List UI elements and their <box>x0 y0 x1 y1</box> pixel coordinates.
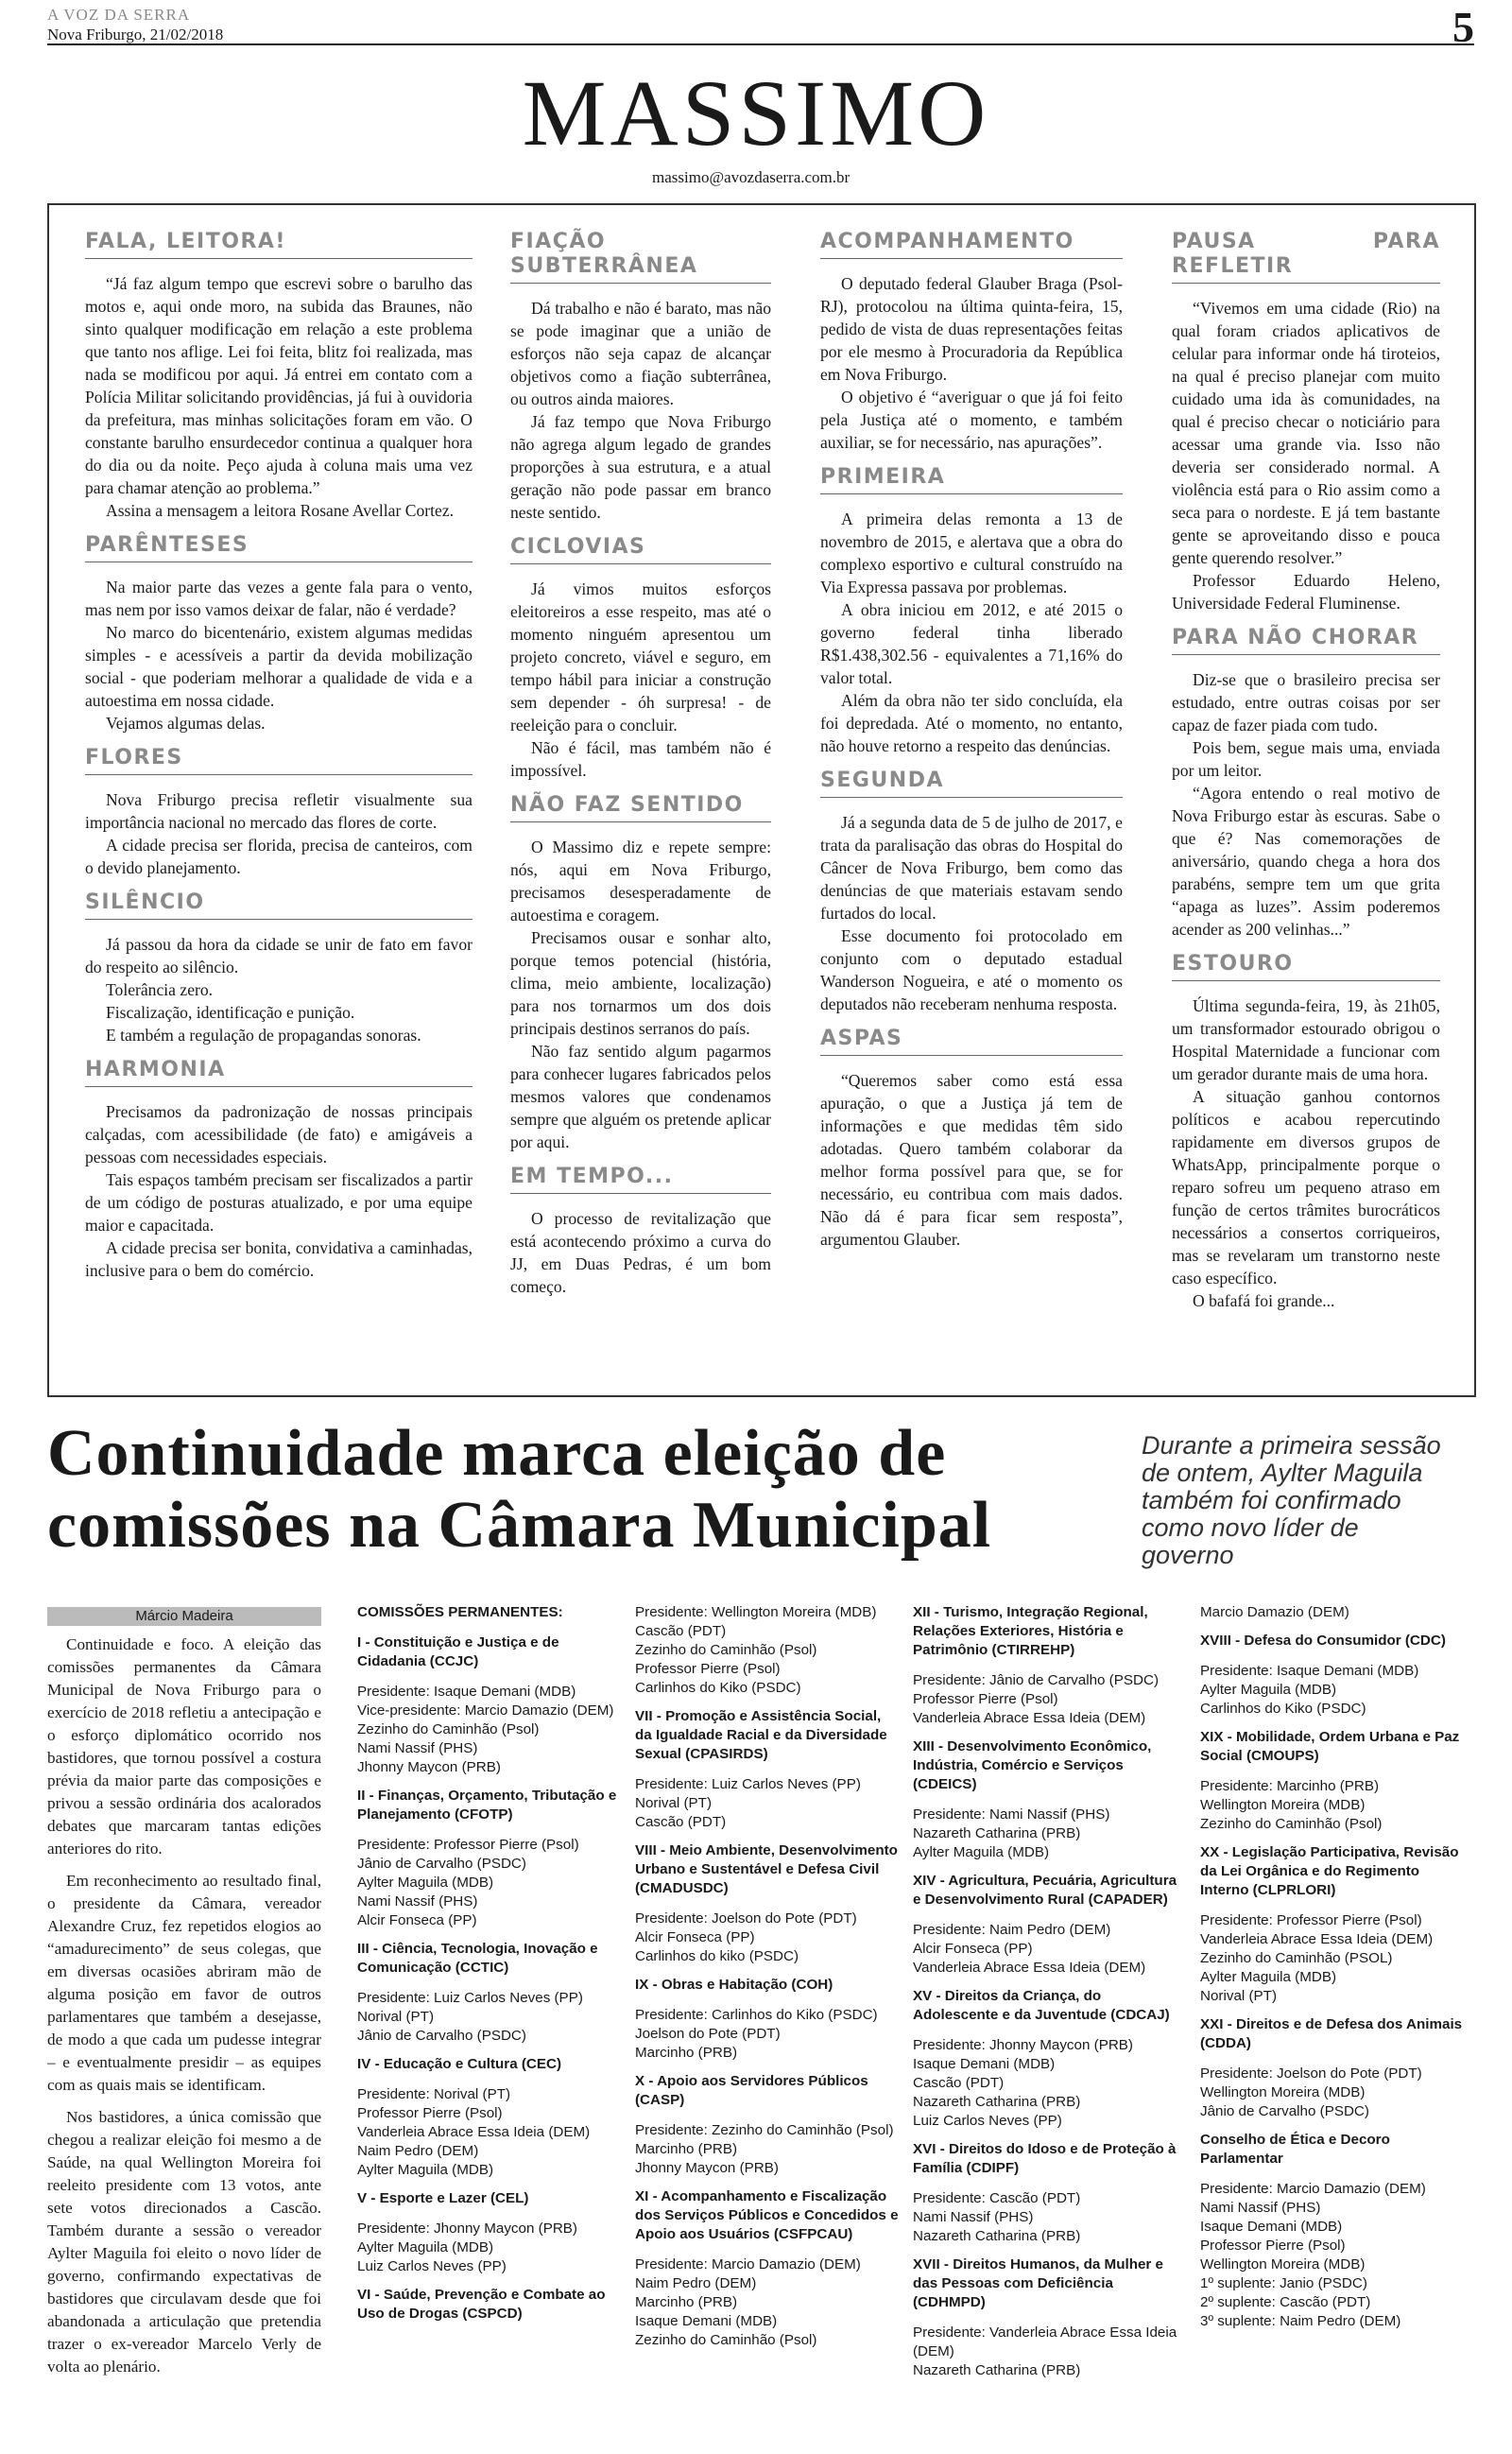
committee-member: Joelson do Pote (PDT) <box>635 2026 781 2042</box>
committee-name: Conselho de Ética e Decoro Parlamentar <box>1200 2132 1390 2167</box>
section-heading: PARA NÃO CHORAR <box>1172 626 1440 655</box>
section-heading: NÃO FAZ SENTIDO <box>510 793 771 822</box>
committee-member: Presidente: Wellington Moreira (MDB) <box>635 1604 877 1620</box>
committee-name: V - Esporte e Lazer (CEL) <box>357 2190 529 2206</box>
section-paragraph: A cidade precisa ser florida, precisa de canteiros, com o devido planejamento. <box>85 836 472 877</box>
committee-name: X - Apoio aos Servidores Públicos (CASP) <box>635 2073 868 2108</box>
committee-member: Zezinho do Caminhão (PSOL) <box>1200 1950 1393 1966</box>
article-paragraph: Continuidade e foco. A eleição das comissões permanentes da Câmara Municipal de Nova Friburgo para o exercício de 2018 refletiu a antecipação e o esforço diplomático ocorrido nos bastidores, que tornou possível a costura prévia da maior parte das composições e privou a sessão ordinária dos acalorados debates que marcaram tantas edições anteriores do rito. <box>47 1635 321 1858</box>
committee-member: Nazareth Catharina (PRB) <box>913 1825 1081 1841</box>
committee-member: Vanderleia Abrace Essa Ideia (DEM) <box>1200 1931 1434 1947</box>
section-paragraph: E também a regulação de propagandas sonoras. <box>106 1026 421 1045</box>
column-2 <box>510 230 771 1298</box>
column-email[interactable]: massimo@avozdaserra.com.br <box>652 168 850 186</box>
section-heading: FIAÇÃO SUBTERRÂNEA <box>510 230 771 284</box>
section-paragraph: O Massimo diz e repete sempre: nós, aqui em Nova Friburgo, precisamos desesperadamente de autoestima e coragem. <box>510 838 771 925</box>
committee-member: Presidente: Naim Pedro (DEM) <box>913 1922 1111 1938</box>
committee-member: Vice-presidente: Marcio Damazio (DEM) <box>357 1702 614 1719</box>
section-paragraph: A cidade precisa ser bonita, convidativa a caminhadas, inclusive para o bem do comércio. <box>85 1238 472 1280</box>
committee-name: XXI - Direitos e de Defesa dos Animais (CDDA) <box>1200 2016 1463 2051</box>
committee-member: Zezinho do Caminhão (Psol) <box>357 1721 540 1737</box>
committees-list-3 <box>913 1603 1182 2380</box>
section-paragraph: Última segunda-feira, 19, às 21h05, um transformador estourado obrigou o Hospital Maternidade a funcionar com um gerador durante mais de uma hora. <box>1172 996 1440 1083</box>
section-paragraph: O objetivo é “averiguar o que já foi feito pela Justiça até o momento, e também auxiliar, se for necessário, nas apurações”. <box>820 388 1123 452</box>
committee-member: Presidente: Joelson do Pote (PDT) <box>635 1910 857 1927</box>
section-paragraph: Fiscalização, identificação e punição. <box>106 1003 355 1022</box>
committee-name: XVII - Direitos Humanos, da Mulher e das Pessoas com Deficiência (CDHMPD) <box>913 2256 1163 2310</box>
section-paragraph: “Queremos saber como está essa apuração, o que a Justiça já tem de informações e que medidas têm sido adotadas. Quero também colaborar da melhor forma possível para que, se for necessário, eu contribua com mais dados. Não dá é para ficar sem resposta”, argumentou Glauber. <box>820 1071 1123 1249</box>
section-paragraph: “Vivemos em uma cidade (Rio) na qual foram criados aplicativos de celular para informar onde há tiroteios, na qual é preciso planejar com muito cuidado uma ida às comunidades, na qual é preciso checar o noticiário para acessar uma grande via. Isso não deveria ser considerado normal. A violência está para o Rio assim como a seca para o nordeste. E já tem bastante gente se aproveitando disso e pouca gente querendo resolver.” <box>1172 299 1440 567</box>
committee-name: XV - Direitos da Criança, do Adolescente e da Juventude (CDCAJ) <box>913 1988 1170 2023</box>
committee-member: Presidente: Luiz Carlos Neves (PP) <box>357 1990 583 2006</box>
committee-member: Marcinho (PRB) <box>635 2045 738 2061</box>
committee-member: 1º suplente: Janio (PSDC) <box>1200 2275 1367 2291</box>
committee-member: Jhonny Maycon (PRB) <box>357 1759 501 1775</box>
column-4 <box>1172 230 1440 1312</box>
committee-member: Aylter Maguila (MDB) <box>357 2162 494 2178</box>
committee-name: XI - Acompanhamento e Fiscalização dos Serviços Públicos e Concedidos e Apoio aos Usuários (CSFPCAU) <box>635 2188 899 2242</box>
committee-member: Zezinho do Caminhão (Psol) <box>635 2332 817 2348</box>
committee-name: VI - Saúde, Prevenção e Combate ao Uso de Drogas (CSPCD) <box>357 2287 606 2322</box>
section-paragraph: Pois bem, segue mais uma, enviada por um leitor. <box>1172 738 1440 780</box>
committee-member: Vanderleia Abrace Essa Ideia (DEM) <box>357 2124 591 2140</box>
committee-member: Professor Pierre (Psol) <box>1200 2238 1346 2254</box>
committee-member: Aylter Maguila (MDB) <box>357 1875 494 1891</box>
section-paragraph: Já a segunda data de 5 de julho de 2017, e trata da paralisação das obras do Hospital do Câncer de Nova Friburgo, bem como das denúncias de que materiais estavam sendo furtados do local. <box>820 813 1123 923</box>
committee-member: Luiz Carlos Neves (PP) <box>913 2113 1062 2129</box>
committee-name: III - Ciência, Tecnologia, Inovação e Comunicação (CCTIC) <box>357 1941 598 1976</box>
committee-member: Presidente: Jhonny Maycon (PRB) <box>357 2221 577 2237</box>
committee-member: Professor Pierre (Psol) <box>357 2105 503 2121</box>
committee-member: Professor Pierre (Psol) <box>635 1661 781 1677</box>
committee-member: Cascão (PDT) <box>913 2075 1005 2091</box>
section-paragraph: Já vimos muitos esforços eleitoreiros a esse respeito, mas até o momento ninguém apresentou um projeto concreto, viável e seguro, em tempo hábil para iniciar a construção sem depender - óh surpresa! - de reeleição para o concluir. <box>510 579 771 734</box>
committee-name: COMISSÕES PERMANENTES: <box>357 1604 563 1620</box>
committee-member: Presidente: Marcio Damazio (DEM) <box>635 2256 861 2273</box>
section-heading: SEGUNDA <box>820 769 1123 798</box>
committee-name: XVI - Direitos do Idoso e de Proteção à Família (CDIPF) <box>913 2141 1177 2176</box>
section-paragraph: O processo de revitalização que está acontecendo próximo a curva do JJ, em Duas Pedras, é um bom começo. <box>510 1209 771 1296</box>
committee-member: Presidente: Professor Pierre (Psol) <box>1200 1912 1422 1928</box>
committee-member: Cascão (PDT) <box>635 1623 727 1639</box>
section-heading: PARÊNTESES <box>85 533 472 562</box>
committee-member: Presidente: Zezinho do Caminhão (Psol) <box>635 2122 894 2138</box>
section-paragraph: A situação ganhou contornos políticos e acabou repercutindo rapidamente em diversos grupos de WhatsApp, principalmente porque o reparo sofreu um pequeno atraso em função de certos trâmites burocráticos necessários a consertos corriqueiros, mas se revelaram um transtorno neste caso específico. <box>1172 1087 1440 1287</box>
section-heading: PAUSA PARA REFLETIR <box>1172 230 1440 284</box>
committee-member: Presidente: Isaque Demani (MDB) <box>1200 1663 1419 1679</box>
committee-member: 3º suplente: Naim Pedro (DEM) <box>1200 2313 1401 2329</box>
committee-member: Nami Nassif (PHS) <box>357 1893 478 1910</box>
committee-member: Naim Pedro (DEM) <box>357 2143 479 2159</box>
section-paragraph: Tolerância zero. <box>106 980 214 999</box>
committee-member: Nami Nassif (PHS) <box>1200 2200 1321 2216</box>
committee-member: Zezinho do Caminhão (Psol) <box>1200 1816 1383 1832</box>
section-heading: EM TEMPO... <box>510 1165 771 1194</box>
article-paragraph: Em reconhecimento ao resultado final, o presidente da Câmara, vereador Alexandre Cruz, fez repetidos elogios ao “amadurecimento” de seus colegas, que em diversas ocasiões abriram mão de alguma posição em favor de outros parlamentares que também a desejasse, de modo a que cada um pudesse integrar – e eventualmente presidir – as equipes com as quais mais se identificam. <box>47 1872 321 2094</box>
section-paragraph: Precisamos ousar e sonhar alto, porque temos potencial (história, clima, meio ambiente, localização) para nos tornarmos um dos dois principais destinos serranos do país. <box>510 928 771 1038</box>
committee-member: Luiz Carlos Neves (PP) <box>357 2258 507 2274</box>
section-paragraph: Dá trabalho e não é barato, mas não se pode imaginar que a união de esforços não seja capaz de alcançar objetivos como a fiação subterrânea, ou outros ainda maiores. <box>510 299 771 408</box>
section-heading: HARMONIA <box>85 1058 472 1087</box>
committee-name: XIII - Desenvolvimento Econômico, Indústria, Comércio e Serviços (CDEICS) <box>913 1738 1152 1792</box>
article-body <box>47 1633 321 2388</box>
committee-member: Marcio Damazio (DEM) <box>1200 1604 1349 1620</box>
committee-member: Alcir Fonseca (PP) <box>913 1941 1033 1957</box>
section-heading: SILÊNCIO <box>85 890 472 920</box>
committees-list-1 <box>357 1603 622 2335</box>
section-paragraph: “Agora entendo o real motivo de Nova Friburgo estar às escuras. Sabe o que é? Nas comemorações de aniversário, quando chega a hora dos parabéns, sempre tem um que grita “apaga as luzes”. Assim poderemos acender as 200 velinhas...” <box>1172 784 1440 939</box>
section-paragraph: Além da obra não ter sido concluída, ela foi depredada. Até o momento, no entanto, não houve retorno a respeito das denúncias. <box>820 691 1123 755</box>
committee-member: Professor Pierre (Psol) <box>913 1691 1058 1707</box>
section-paragraph: “Já faz algum tempo que escrevi sobre o barulho das motos e, aqui onde moro, na subida das Braunes, não sinto qualquer modificação em relação a este problema que tanto nos aflige. Lei foi feita, blitz foi realizada, mas nada se modificou por aqui. Já entrei em contato com a Polícia Militar solicitando providências, já fui à ouvidoria da prefeitura, mas minhas solicitações foram em vão. O constante barulho ensurdecedor continua a qualquer hora do dia ou da noite. Peço ajuda à coluna mais uma vez para chamar atenção ao problema.” <box>85 274 472 497</box>
committee-member: Norival (PT) <box>1200 1988 1278 2004</box>
section-paragraph: Já passou da hora da cidade se unir de fato em favor do respeito ao silêncio. <box>85 935 472 976</box>
newspaper-name: A VOZ DA SERRA <box>47 6 191 24</box>
committee-member: Nazareth Catharina (PRB) <box>913 2228 1081 2244</box>
committee-name: XVIII - Defesa do Consumidor (CDC) <box>1200 1633 1446 1649</box>
committee-member: Cascão (PDT) <box>635 1814 727 1830</box>
committee-member: Presidente: Isaque Demani (MDB) <box>357 1684 576 1700</box>
committee-member: Carlinhos do kiko (PSDC) <box>635 1948 799 1964</box>
committee-member: Presidente: Marcio Damazio (DEM) <box>1200 2181 1426 2197</box>
committee-member: Nazareth Catharina (PRB) <box>913 2362 1081 2378</box>
section-paragraph: Na maior parte das vezes a gente fala para o vento, mas nem por isso vamos deixar de falar, não é verdade? <box>85 578 472 619</box>
committee-member: Presidente: Norival (PT) <box>357 2086 511 2102</box>
committee-member: Wellington Moreira (MDB) <box>1200 1797 1366 1813</box>
committee-member: Presidente: Jhonny Maycon (PRB) <box>913 2037 1133 2053</box>
page-number: 5 <box>1452 3 1474 51</box>
section-heading: ESTOURO <box>1172 952 1440 981</box>
committee-member: Presidente: Jânio de Carvalho (PSDC) <box>913 1672 1159 1688</box>
committee-member: Vanderleia Abrace Essa Ideia (DEM) <box>913 1710 1146 1726</box>
section-heading: PRIMEIRA <box>820 465 1123 494</box>
committee-member: Presidente: Nami Nassif (PHS) <box>913 1806 1110 1823</box>
committee-member: Wellington Moreira (MDB) <box>1200 2256 1366 2273</box>
committee-name: XII - Turismo, Integração Regional, Relações Exteriores, História e Patrimônio (CTIRREHP) <box>913 1604 1148 1658</box>
committee-member: Alcir Fonseca (PP) <box>635 1929 755 1945</box>
committee-member: Marcinho (PRB) <box>635 2294 738 2310</box>
dateline: Nova Friburgo, 21/02/2018 <box>47 26 224 43</box>
committee-member: Jânio de Carvalho (PSDC) <box>357 2028 526 2044</box>
committee-member: Carlinhos do Kiko (PSDC) <box>1200 1701 1366 1717</box>
committee-member: Isaque Demani (MDB) <box>1200 2219 1343 2235</box>
committee-member: Nami Nassif (PHS) <box>357 1740 478 1756</box>
section-paragraph: A primeira delas remonta a 13 de novembro de 2015, e alertava que a obra do complexo esportivo e cultural construído na Via Expressa passava por problemas. <box>820 510 1123 596</box>
committee-member: Naim Pedro (DEM) <box>635 2275 757 2291</box>
committee-name: IX - Obras e Habitação (COH) <box>635 1977 833 1993</box>
section-heading: CICLOVIAS <box>510 535 771 564</box>
section-paragraph: Esse documento foi protocolado em conjunto com o deputado estadual Wanderson Nogueira, e até o momento os deputados não receberam nenhuma resposta. <box>820 926 1123 1013</box>
committee-name: VII - Promoção e Assistência Social, da Igualdade Racial e da Diversidade Sexual (CPASIRDS) <box>635 1708 887 1762</box>
committee-member: Presidente: Marcinho (PRB) <box>1200 1778 1380 1794</box>
section-paragraph: Diz-se que o brasileiro precisa ser estudado, entre outras coisas por ser capaz de fazer piada com tudo. <box>1172 670 1440 734</box>
committee-member: Isaque Demani (MDB) <box>635 2313 778 2329</box>
committee-member: Nami Nassif (PHS) <box>913 2209 1034 2225</box>
committee-member: Aylter Maguila (MDB) <box>1200 1682 1337 1698</box>
section-heading: FALA, LEITORA! <box>85 230 472 259</box>
committee-member: Norival (PT) <box>357 2009 435 2025</box>
column-1 <box>85 230 472 1282</box>
committee-name: XIV - Agricultura, Pecuária, Agricultura e Desenvolvimento Rural (CAPADER) <box>913 1873 1177 1908</box>
section-paragraph: O bafafá foi grande... <box>1193 1291 1335 1310</box>
section-paragraph: Tais espaços também precisam ser fiscalizados a partir de um código de posturas atualizado, e por uma equipe maior e capacitada. <box>85 1170 472 1235</box>
committee-name: VIII - Meio Ambiente, Desenvolvimento Urbano e Sustentável e Defesa Civil (CMADUSDC) <box>635 1842 898 1896</box>
committee-member: Nazareth Catharina (PRB) <box>913 2094 1081 2110</box>
section-paragraph: Já faz tempo que Nova Friburgo não agrega algum legado de grandes proporções à sua estrutura, e a atual geração não pode passar em branco neste sentido. <box>510 412 771 522</box>
section-heading: FLORES <box>85 746 472 775</box>
committees-list-2 <box>635 1603 900 2350</box>
committee-name: II - Finanças, Orçamento, Tributação e Planejamento (CFOTP) <box>357 1788 617 1823</box>
committee-member: Presidente: Luiz Carlos Neves (PP) <box>635 1776 861 1792</box>
committee-member: Alcir Fonseca (PP) <box>357 1912 477 1928</box>
article-paragraph: Nos bastidores, a única comissão que chegou a realizar eleição foi mesmo a de Saúde, na qual Wellington Moreira foi reeleito presidente com 13 votos, ante sete votos direcionados a Cascão. Também durante a sessão o vereador Aylter Maguila foi eleito o novo líder de governo, confirmando expectativas de bastidores que circulavam desde que foi abandonada a articulação que pretendia trazer o ex-vereador Marcelo Verly de volta ao plenário. <box>47 2108 321 2376</box>
massimo-column-box <box>47 203 1476 1397</box>
committee-name: XX - Legislação Participativa, Revisão da Lei Orgânica e do Regimento Interno (CLPRLORI) <box>1200 1844 1459 1898</box>
article-deck: Durante a primeira sessão de ontem, Aylter Maguila também foi confirmado como novo líder de governo <box>1142 1431 1441 1569</box>
committee-member: Presidente: Professor Pierre (Psol) <box>357 1837 579 1853</box>
section-paragraph: Professor Eduardo Heleno, Universidade Federal Fluminense. <box>1172 571 1440 613</box>
section-paragraph: Precisamos da padronização de nossas principais calçadas, com acessibilidade (de fato) e amigáveis a pessoas com necessidades especiais. <box>85 1102 472 1167</box>
committee-member: 2º suplente: Cascão (PDT) <box>1200 2294 1371 2310</box>
committee-member: Presidente: Vanderleia Abrace Essa Ideia (DEM) <box>913 2324 1177 2359</box>
section-paragraph: Vejamos algumas delas. <box>106 714 266 733</box>
article-byline: Márcio Madeira <box>47 1607 321 1626</box>
committee-member: Presidente: Cascão (PDT) <box>913 2190 1081 2206</box>
section-paragraph: Assina a mensagem a leitora Rosane Avellar Cortez. <box>106 501 455 520</box>
committees-list-4 <box>1200 1603 1465 2331</box>
column-3 <box>820 230 1123 1251</box>
committee-member: Norival (PT) <box>635 1795 713 1811</box>
committee-member: Presidente: Joelson do Pote (PDT) <box>1200 2065 1422 2082</box>
committee-member: Jânio de Carvalho (PSDC) <box>357 1856 526 1872</box>
committee-member: Aylter Maguila (MDB) <box>1200 1969 1337 1985</box>
committee-name: I - Constituição e Justiça e de Cidadania (CCJC) <box>357 1634 559 1669</box>
committee-member: Isaque Demani (MDB) <box>913 2056 1056 2072</box>
committee-member: Zezinho do Caminhão (Psol) <box>635 1642 817 1658</box>
committee-member: Presidente: Carlinhos do Kiko (PSDC) <box>635 2007 878 2023</box>
section-paragraph: Nova Friburgo precisa refletir visualmente sua importância nacional no mercado das flores de corte. <box>85 790 472 832</box>
section-paragraph: A obra iniciou em 2012, e até 2015 o governo federal tinha liberado R$1.438,302.56 - equivalentes a 71,16% do valor total. <box>820 600 1123 687</box>
section-paragraph: Não é fácil, mas também não é impossível. <box>510 738 771 780</box>
committee-member: Wellington Moreira (MDB) <box>1200 2084 1366 2100</box>
committee-name: IV - Educação e Cultura (CEC) <box>357 2056 562 2072</box>
committee-member: Aylter Maguila (MDB) <box>357 2239 494 2255</box>
section-paragraph: No marco do bicentenário, existem algumas medidas simples - e acessíveis a partir da devida mobilização social - que poderiam melhorar a qualidade de vida e a autoestima em nossa cidade. <box>85 623 472 710</box>
committee-member: Marcinho (PRB) <box>635 2141 738 2157</box>
header-rule <box>47 43 1474 45</box>
committee-member: Jânio de Carvalho (PSDC) <box>1200 2103 1369 2119</box>
section-paragraph: Não faz sentido algum pagarmos para conhecer lugares fabricados pelos mesmos valores que condenamos sempre que alguém os pretende aplicar por aqui. <box>510 1042 771 1151</box>
section-heading: ACOMPANHAMENTO <box>820 230 1123 259</box>
committee-member: Vanderleia Abrace Essa Ideia (DEM) <box>913 1960 1146 1976</box>
committee-member: Jhonny Maycon (PRB) <box>635 2160 779 2176</box>
section-paragraph: O deputado federal Glauber Braga (Psol-RJ), protocolou na última quinta-feira, 15, pedido de vista de duas representações feitas por ele mesmo à Procuradoria da República em Nova Friburgo. <box>820 274 1123 384</box>
committee-member: Aylter Maguila (MDB) <box>913 1844 1050 1860</box>
column-title: MASSIMO <box>522 60 990 165</box>
article-headline: Continuidade marca eleição de comissões na Câmara Municipal <box>47 1417 992 1562</box>
committee-name: XIX - Mobilidade, Ordem Urbana e Paz Social (CMOUPS) <box>1200 1729 1460 1764</box>
committee-member: Carlinhos do Kiko (PSDC) <box>635 1680 801 1696</box>
section-heading: ASPAS <box>820 1027 1123 1056</box>
